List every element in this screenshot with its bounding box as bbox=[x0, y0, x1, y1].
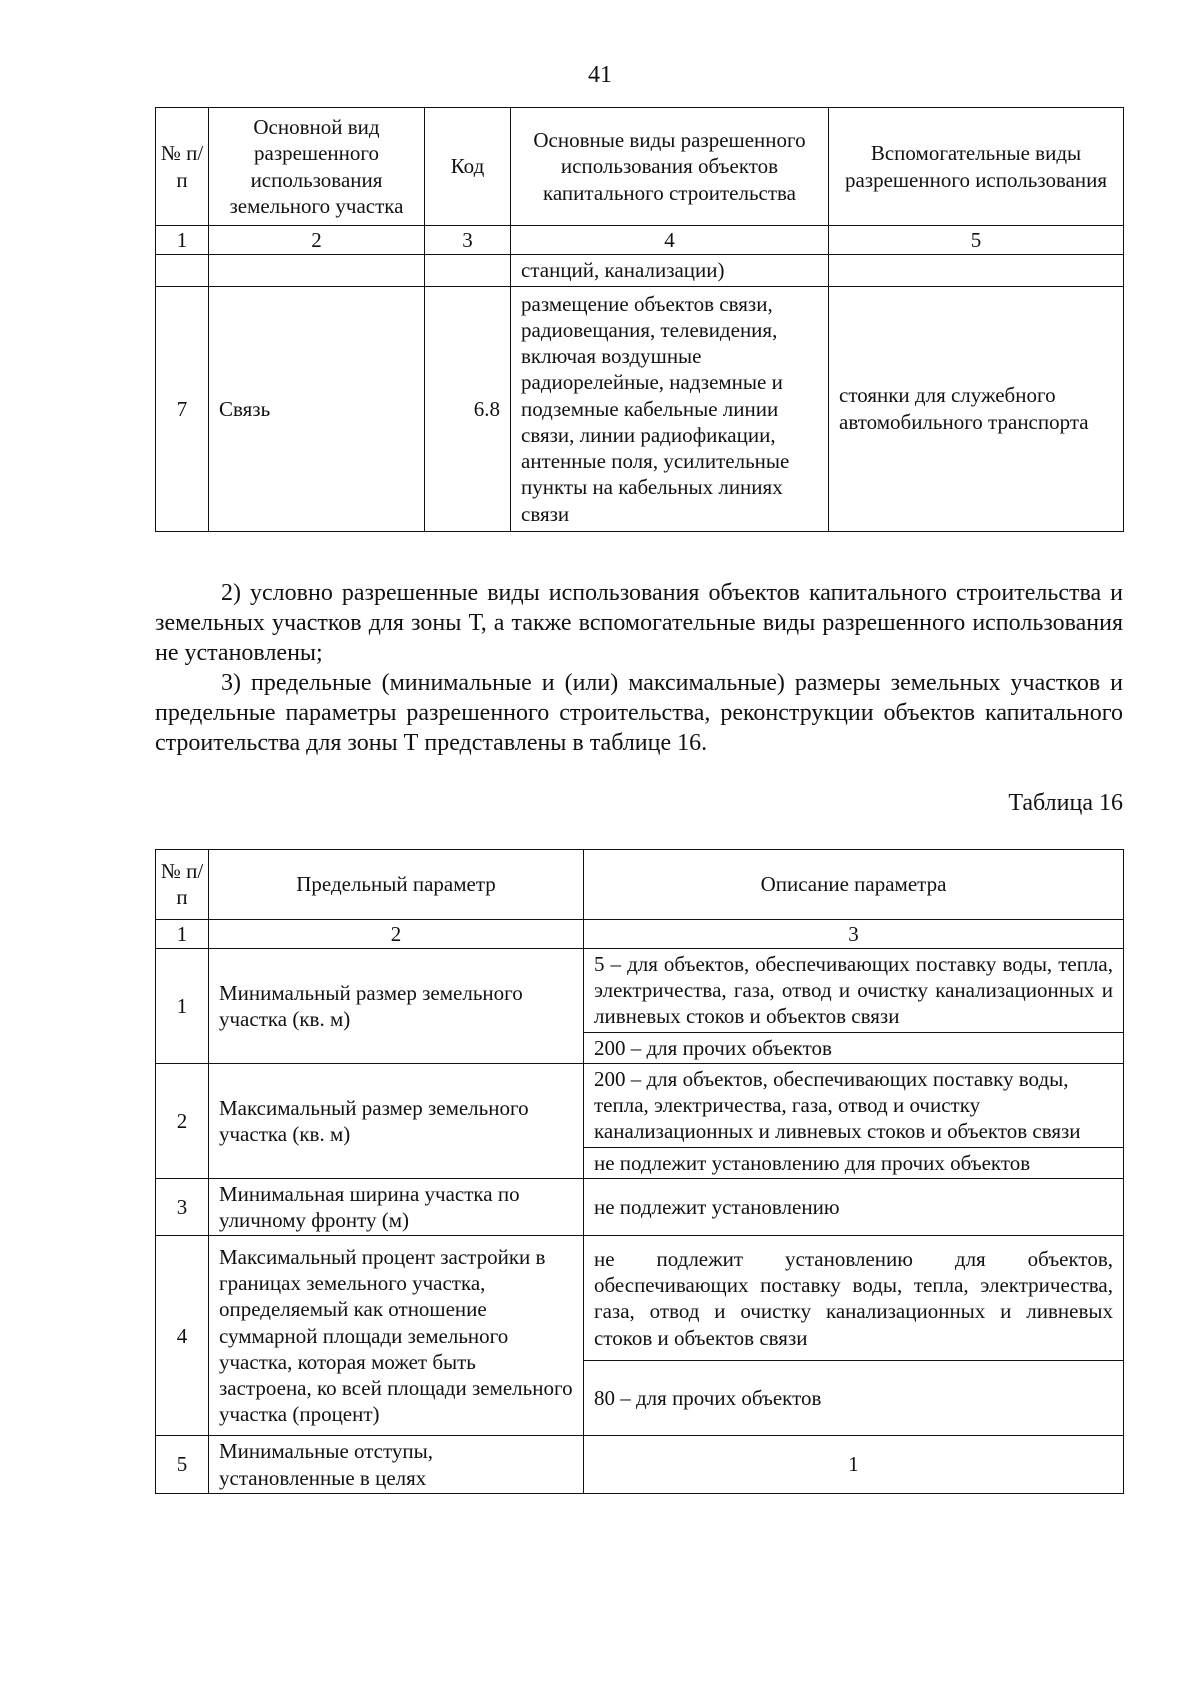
column-number-row bbox=[156, 919, 1124, 948]
table-header-row bbox=[156, 850, 1124, 920]
table-row bbox=[156, 1236, 1124, 1361]
row-number: 1 bbox=[156, 948, 209, 1063]
header-parameter: Предельный параметр bbox=[209, 850, 584, 920]
land-use-name: Связь bbox=[209, 286, 425, 531]
continuation-text: станций, канализации) bbox=[511, 255, 829, 286]
table-row bbox=[156, 255, 1124, 286]
row-number: 4 bbox=[156, 1236, 209, 1436]
header-description: Описание параметра bbox=[584, 850, 1124, 920]
column-number: 1 bbox=[156, 226, 209, 255]
row-number: 3 bbox=[156, 1178, 209, 1236]
parameter-description: не подлежит установлению для прочих объектов bbox=[584, 1147, 1124, 1178]
table-row bbox=[156, 1436, 1124, 1494]
row-number: 7 bbox=[156, 286, 209, 531]
main-use-description: размещение объектов связи, радиовещания, телевидения, включая воздушные радиорелейные, надземные и подземные кабельные линии связи, линии радиофикации, антенные поля, усилительные пункты на кабельных линиях связи bbox=[511, 286, 829, 531]
table-caption: Таблица 16 bbox=[1008, 790, 1123, 816]
land-use-code: 6.8 bbox=[425, 286, 511, 531]
column-number: 2 bbox=[209, 226, 425, 255]
land-use-table bbox=[155, 107, 1124, 532]
parameter-name: Минимальный размер земельного участка (кв. м) bbox=[209, 948, 584, 1063]
parameter-name: Минимальные отступы, установленные в целях bbox=[209, 1436, 584, 1494]
column-number: 1 bbox=[156, 919, 209, 948]
column-number: 4 bbox=[511, 226, 829, 255]
header-main-land-use: Основной вид разрешенного использования земельного участка bbox=[209, 108, 425, 226]
parameter-name: Максимальный размер земельного участка (кв. м) bbox=[209, 1063, 584, 1178]
row-number: 5 bbox=[156, 1436, 209, 1494]
parameter-name: Минимальная ширина участка по уличному фронту (м) bbox=[209, 1178, 584, 1236]
parameter-description: не подлежит установлению для объектов, обеспечивающих поставку воды, тепла, электричества, газа, отвод и очистку канализационных и ливневых стоков и объектов связи bbox=[584, 1236, 1124, 1361]
column-number: 5 bbox=[829, 226, 1124, 255]
header-main-construction-use: Основные виды разрешенного использования объектов капитального строительства bbox=[511, 108, 829, 226]
table-row bbox=[156, 1178, 1124, 1236]
table-row bbox=[156, 1063, 1124, 1147]
column-number-row bbox=[156, 226, 1124, 255]
paragraph-3: 3) предельные (минимальные и (или) максимальные) размеры земельных участков и предельные параметры разрешенного строительства, реконструкции объектов капитального строительства для зоны Т представлены в таблице 16. bbox=[155, 670, 1123, 756]
auxiliary-use-description: стоянки для служебного автомобильного транспорта bbox=[829, 286, 1124, 531]
header-auxiliary-use: Вспомогательные виды разрешенного использования bbox=[829, 108, 1124, 226]
table-row bbox=[156, 948, 1124, 1032]
parameter-description: не подлежит установлению bbox=[584, 1178, 1124, 1236]
parameter-description: 5 – для объектов, обеспечивающих поставку воды, тепла, электричества, газа, отвод и очистку канализационных и ливневых стоков и объектов связи bbox=[584, 948, 1124, 1032]
column-number: 3 bbox=[425, 226, 511, 255]
header-num: № п/п bbox=[156, 108, 209, 226]
paragraph-2: 2) условно разрешенные виды использования объектов капитального строительства и земельных участков для зоны Т, а также вспомогательные виды разрешенного использования не установлены; bbox=[155, 580, 1123, 666]
column-number: 2 bbox=[209, 919, 584, 948]
table-row bbox=[156, 286, 1124, 531]
parameter-description: 80 – для прочих объектов bbox=[584, 1361, 1124, 1436]
parameter-description: 200 – для прочих объектов bbox=[584, 1032, 1124, 1063]
parameter-name: Максимальный процент застройки в границах земельного участка, определяемый как отношение суммарной площади земельного участка, которая может быть застроена, ко всей площади земельного участка (процент) bbox=[209, 1236, 584, 1436]
table-header-row bbox=[156, 108, 1124, 226]
parameter-description: 200 – для объектов, обеспечивающих поставку воды, тепла, электричества, газа, отвод и очистку канализационных и ливневых стоков и объектов связи bbox=[584, 1063, 1124, 1147]
limit-parameters-table bbox=[155, 849, 1124, 1494]
page-number: 41 bbox=[588, 62, 612, 88]
header-num: № п/п bbox=[156, 850, 209, 920]
row-number: 2 bbox=[156, 1063, 209, 1178]
header-code: Код bbox=[425, 108, 511, 226]
parameter-description: 1 bbox=[584, 1436, 1124, 1494]
column-number: 3 bbox=[584, 919, 1124, 948]
